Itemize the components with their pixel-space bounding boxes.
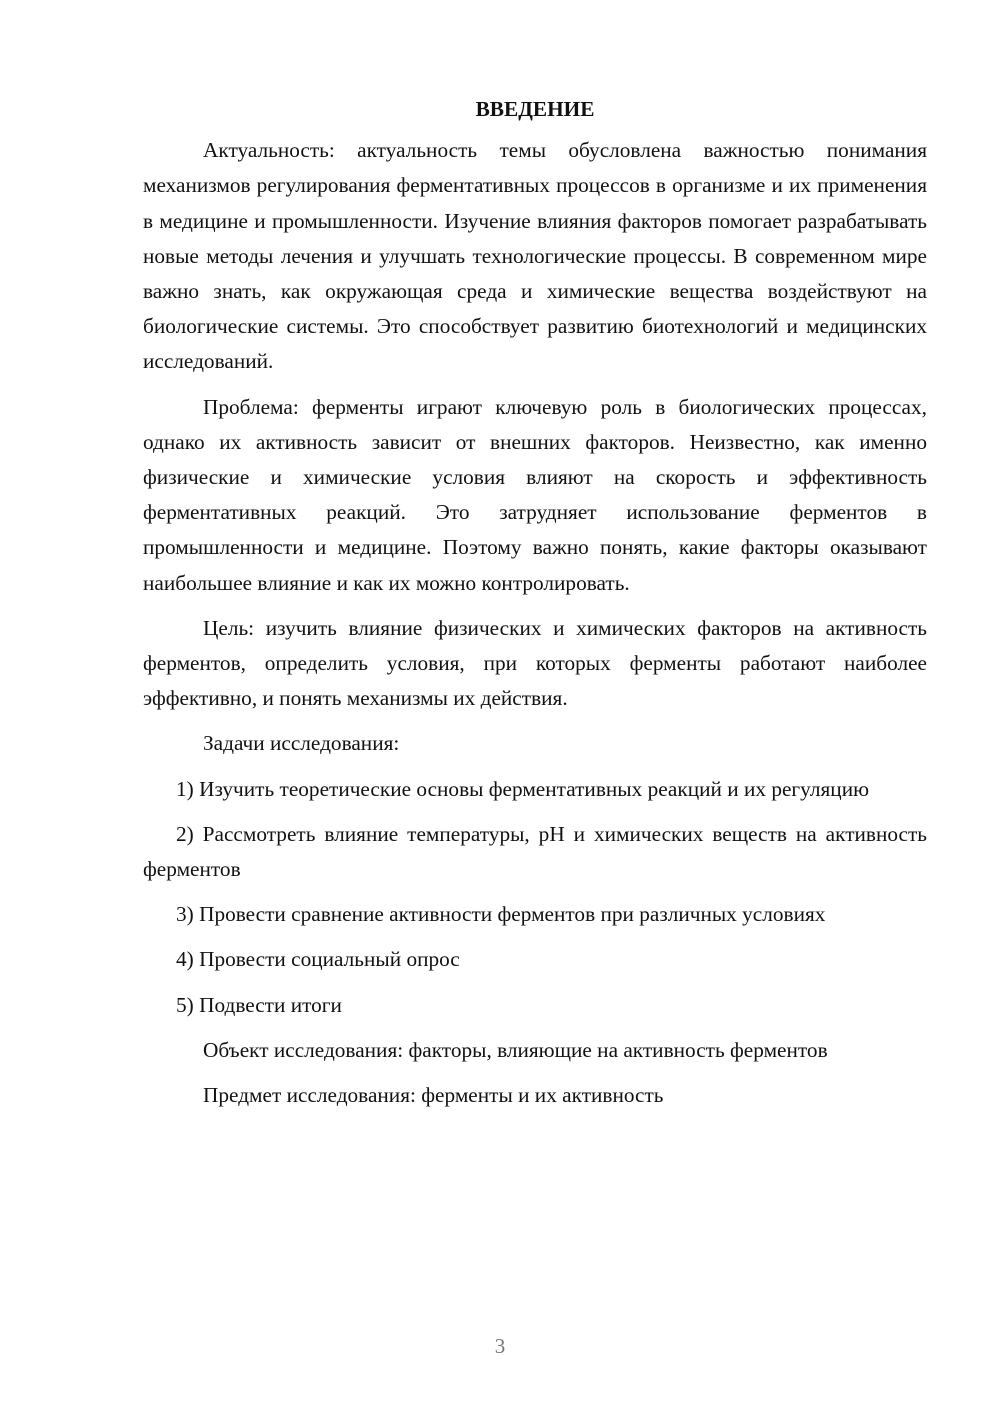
section-heading: ВВЕДЕНИЕ: [475, 97, 595, 121]
tasks-title: Задачи исследования:: [203, 731, 400, 756]
paragraph-goal: Цель: изучить влияние физических и химических факторов на активность ферментов, определить условия, при которых ферменты работают наиболее эффективно, и понять механизмы их действия.: [143, 615, 927, 711]
page-content: [143, 92, 927, 1123]
paragraph-object: Объект исследования: факторы, влияющие на активность ферментов: [203, 1037, 828, 1062]
paragraph-relevance: Актуальность: актуальность темы обусловлена важностью понимания механизмов регулирования ферментативных процессов в организме и их применения в медицине и промышленности. Изучение влияния факторов помогает разрабатывать новые методы лечения и улучшать технологические процессы. В современном мире важно знать, как окружающая среда и химические вещества воздействуют на биологические системы. Это способствует развитию биотехнологий и медицинских исследований.: [143, 138, 927, 374]
paragraph-problem: Проблема: ферменты играют ключевую роль в биологических процессах, однако их активность зависит от внешних факторов. Неизвестно, как именно физические и химические условия влияют на скорость и эффективность ферментативных реакций. Это затрудняет использование ферментов в промышленности и медицине. Поэтому важно понять, какие факторы оказывают наибольшее влияние и как их можно контролировать.: [143, 394, 927, 595]
task-item-1: 1) Изучить теоретические основы ферментативных реакций и их регуляцию: [176, 776, 870, 801]
task-item-4: 4) Провести социальный опрос: [176, 947, 460, 972]
paragraph-subject: Предмет исследования: ферменты и их активность: [203, 1083, 664, 1108]
task-item-2: 2) Рассмотреть влияние температуры, pH и химических веществ на активность ферментов: [143, 821, 927, 882]
task-item-5: 5) Подвести итоги: [176, 992, 342, 1017]
task-item-3: 3) Провести сравнение активности ферментов при различных условиях: [176, 902, 826, 927]
page-number: 3: [494, 1334, 506, 1358]
